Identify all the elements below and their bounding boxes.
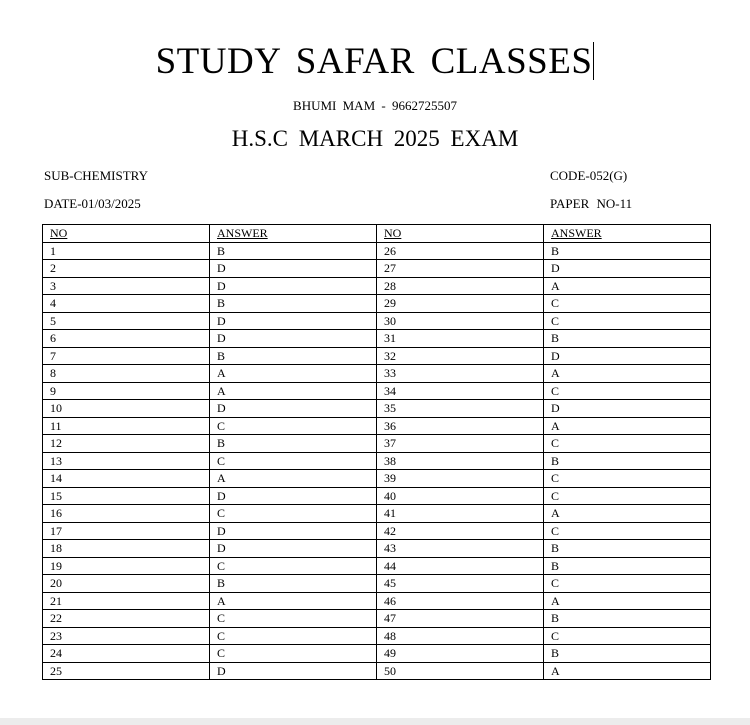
code-label: CODE-052(G) (550, 168, 628, 183)
answer-cell: D (544, 400, 711, 418)
table-row (43, 382, 711, 400)
table-row (43, 592, 711, 610)
answer-cell: B (210, 347, 377, 365)
question-number-cell: 40 (377, 487, 544, 505)
question-number-cell: 47 (377, 610, 544, 628)
table-row (43, 330, 711, 348)
answer-cell: A (544, 505, 711, 523)
column-header-answer-left: ANSWER (210, 225, 377, 243)
text-cursor (593, 42, 594, 80)
answer-cell: C (210, 505, 377, 523)
table-row (43, 417, 711, 435)
answer-cell: A (210, 470, 377, 488)
table-row (43, 487, 711, 505)
question-number-cell: 18 (43, 540, 210, 558)
question-number-cell: 7 (43, 347, 210, 365)
answer-cell: D (210, 277, 377, 295)
answer-cell: B (544, 645, 711, 663)
table-row (43, 645, 711, 663)
table-row (43, 662, 711, 680)
answer-cell: D (210, 522, 377, 540)
answer-cell: D (210, 540, 377, 558)
answer-cell: D (210, 487, 377, 505)
table-row (43, 522, 711, 540)
answer-cell: D (544, 260, 711, 278)
table-row (43, 540, 711, 558)
question-number-cell: 26 (377, 242, 544, 260)
answer-cell: D (210, 400, 377, 418)
table-row (43, 365, 711, 383)
question-number-cell: 16 (43, 505, 210, 523)
question-number-cell: 23 (43, 627, 210, 645)
question-number-cell: 11 (43, 417, 210, 435)
answer-cell: A (544, 365, 711, 383)
answer-cell: C (210, 627, 377, 645)
question-number-cell: 6 (43, 330, 210, 348)
question-number-cell: 8 (43, 365, 210, 383)
question-number-cell: 43 (377, 540, 544, 558)
answer-cell: A (544, 417, 711, 435)
question-number-cell: 29 (377, 295, 544, 313)
table-header-row (43, 225, 711, 243)
question-number-cell: 1 (43, 242, 210, 260)
question-number-cell: 24 (43, 645, 210, 663)
answer-cell: C (210, 645, 377, 663)
answer-cell: B (210, 295, 377, 313)
column-header-no-right: NO (377, 225, 544, 243)
answer-cell: C (544, 487, 711, 505)
question-number-cell: 5 (43, 312, 210, 330)
question-number-cell: 33 (377, 365, 544, 383)
question-number-cell: 15 (43, 487, 210, 505)
answer-cell: B (210, 575, 377, 593)
question-number-cell: 13 (43, 452, 210, 470)
subject-label: SUB-CHEMISTRY (44, 168, 149, 183)
question-number-cell: 41 (377, 505, 544, 523)
document-title (0, 40, 750, 84)
answer-cell: D (210, 330, 377, 348)
table-row (43, 400, 711, 418)
question-number-cell: 21 (43, 592, 210, 610)
teacher-contact: BHUMI MAM - 9662725507 (293, 98, 457, 113)
answer-cell: C (544, 470, 711, 488)
answer-cell: C (544, 295, 711, 313)
table-row (43, 312, 711, 330)
table-row (43, 505, 711, 523)
table-row (43, 347, 711, 365)
question-number-cell: 17 (43, 522, 210, 540)
question-number-cell: 36 (377, 417, 544, 435)
answer-cell: B (210, 435, 377, 453)
answer-cell: D (210, 260, 377, 278)
question-number-cell: 2 (43, 260, 210, 278)
answer-cell: C (544, 382, 711, 400)
answer-cell: C (544, 312, 711, 330)
answer-cell: D (544, 347, 711, 365)
question-number-cell: 37 (377, 435, 544, 453)
question-number-cell: 34 (377, 382, 544, 400)
table-row (43, 470, 711, 488)
question-number-cell: 39 (377, 470, 544, 488)
question-number-cell: 20 (43, 575, 210, 593)
question-number-cell: 48 (377, 627, 544, 645)
exam-heading: H.S.C MARCH 2025 EXAM (231, 126, 519, 151)
question-number-cell: 12 (43, 435, 210, 453)
table-row (43, 452, 711, 470)
answer-cell: A (210, 592, 377, 610)
question-number-cell: 46 (377, 592, 544, 610)
answer-cell: A (544, 662, 711, 680)
page-bottom-edge (0, 718, 750, 725)
table-row (43, 295, 711, 313)
question-number-cell: 50 (377, 662, 544, 680)
table-row (43, 557, 711, 575)
answer-cell: B (544, 540, 711, 558)
column-header-answer-right: ANSWER (544, 225, 711, 243)
table-row (43, 610, 711, 628)
question-number-cell: 44 (377, 557, 544, 575)
answer-cell: A (544, 592, 711, 610)
question-number-cell: 3 (43, 277, 210, 295)
answer-cell: C (544, 627, 711, 645)
question-number-cell: 30 (377, 312, 544, 330)
question-number-cell: 28 (377, 277, 544, 295)
date-label: DATE-01/03/2025 (44, 196, 141, 211)
answer-cell: A (210, 365, 377, 383)
answer-cell: D (210, 662, 377, 680)
table-row (43, 260, 711, 278)
answer-cell: C (210, 417, 377, 435)
answer-key-table (42, 224, 711, 680)
answer-rows (43, 242, 711, 680)
answer-cell: B (544, 557, 711, 575)
question-number-cell: 9 (43, 382, 210, 400)
answer-cell: B (544, 330, 711, 348)
question-number-cell: 27 (377, 260, 544, 278)
table-row (43, 242, 711, 260)
answer-cell: C (210, 557, 377, 575)
question-number-cell: 25 (43, 662, 210, 680)
table-row (43, 277, 711, 295)
answer-cell: C (544, 522, 711, 540)
question-number-cell: 14 (43, 470, 210, 488)
answer-cell: B (544, 610, 711, 628)
question-number-cell: 49 (377, 645, 544, 663)
paper-number-label: PAPER NO-11 (550, 196, 633, 211)
question-number-cell: 22 (43, 610, 210, 628)
answer-cell: A (544, 277, 711, 295)
answer-cell: C (210, 610, 377, 628)
question-number-cell: 42 (377, 522, 544, 540)
question-number-cell: 35 (377, 400, 544, 418)
question-number-cell: 19 (43, 557, 210, 575)
answer-cell: D (210, 312, 377, 330)
question-number-cell: 10 (43, 400, 210, 418)
column-header-no-left: NO (43, 225, 210, 243)
question-number-cell: 45 (377, 575, 544, 593)
answer-cell: C (544, 435, 711, 453)
table-row (43, 575, 711, 593)
answer-cell: A (210, 382, 377, 400)
question-number-cell: 4 (43, 295, 210, 313)
table-row (43, 627, 711, 645)
answer-cell: C (210, 452, 377, 470)
question-number-cell: 38 (377, 452, 544, 470)
title-text: STUDY SAFAR CLASSES (155, 41, 593, 82)
question-number-cell: 31 (377, 330, 544, 348)
answer-cell: C (544, 575, 711, 593)
answer-cell: B (210, 242, 377, 260)
answer-cell: B (544, 242, 711, 260)
answer-cell: B (544, 452, 711, 470)
question-number-cell: 32 (377, 347, 544, 365)
table-row (43, 435, 711, 453)
